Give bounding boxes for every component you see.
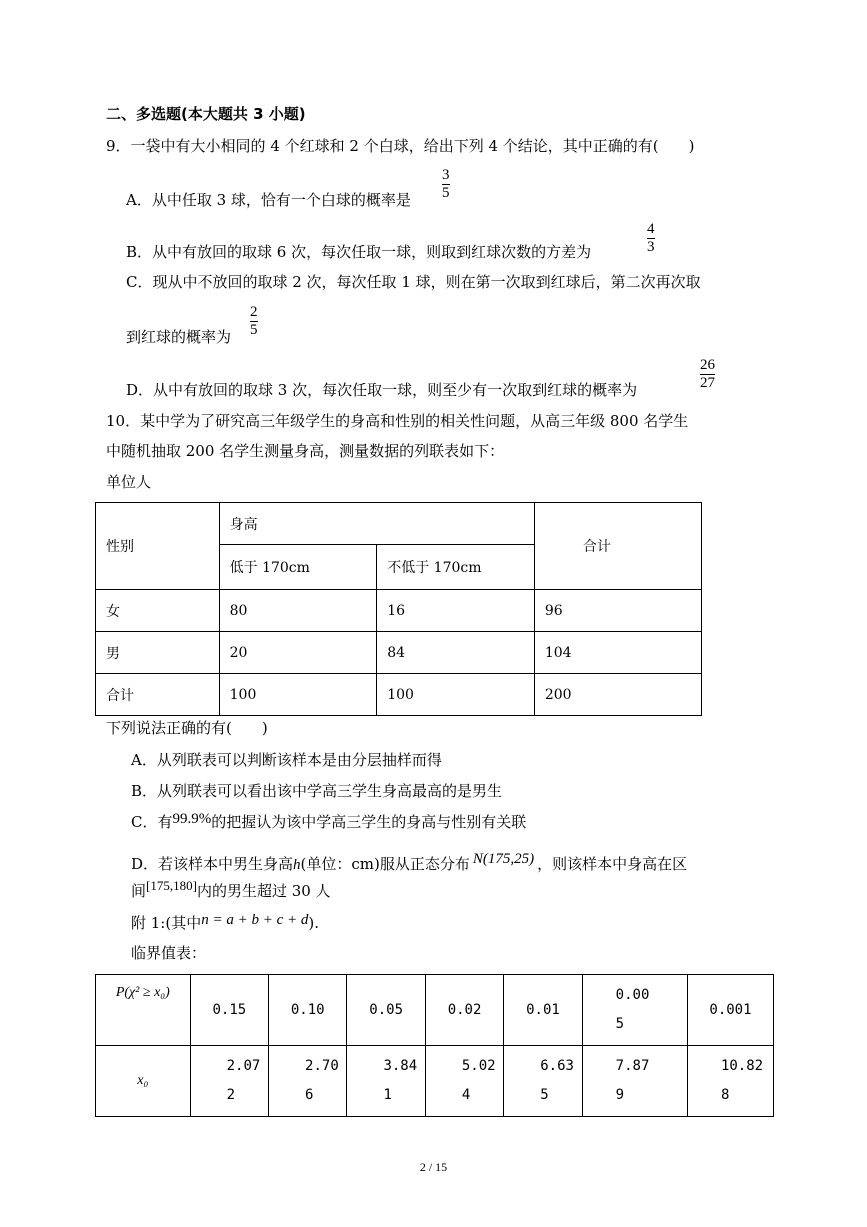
- q10-option-b: B．从列联表可以看出该中学高三学生身高最高的是男生: [131, 782, 503, 800]
- p-value: 0.10: [269, 975, 347, 1046]
- x-label: x₀: [96, 1046, 191, 1117]
- percentage-value: 99.9%: [172, 811, 212, 827]
- fraction-numerator: 26: [700, 357, 715, 373]
- q10-stem-line2: 中随机抽取 200 名学生测量身高，测量数据的列联表如下：: [106, 442, 505, 460]
- x-value-part: 4: [461, 1087, 471, 1103]
- q9-option-d: D．从中有放回的取球 3 次，每次任取一球，则至少有一次取到红球的概率为: [126, 381, 638, 399]
- q9-option-c-line2: 到红球的概率为: [126, 328, 232, 346]
- cell-low: 80: [219, 590, 377, 632]
- q9-option-a-fraction: [442, 167, 450, 202]
- x-value-part: 2.70: [305, 1058, 339, 1074]
- note-prefix: 附 1:(其中: [131, 914, 202, 932]
- row-label: 女: [96, 590, 220, 632]
- fraction-denominator: 5: [442, 185, 450, 201]
- cell-high: 84: [377, 632, 535, 674]
- p-label: P(χ² ≥ x₀): [96, 975, 191, 1046]
- section-title: 二、多选题(本大题共 3 小题): [106, 105, 306, 123]
- header-not-below-170: 不低于 170cm: [377, 545, 535, 590]
- x-value: [582, 1046, 687, 1117]
- x-value: [190, 1046, 268, 1117]
- header-total: 合计: [534, 503, 701, 590]
- q9-option-d-fraction: [700, 357, 715, 392]
- cell-high: 16: [377, 590, 535, 632]
- x-value-part: 9: [615, 1087, 625, 1103]
- header-below-170: 低于 170cm: [219, 545, 377, 590]
- x-value-part: 10.82: [720, 1058, 764, 1074]
- p-value-part: 5: [615, 1016, 625, 1032]
- x-value-part: 3.84: [383, 1058, 418, 1074]
- header-height: 身高: [219, 503, 534, 545]
- q10-stem-line1: 10．某中学为了研究高三年级学生的身高和性别的相关性问题，从高三年级 800 名学生: [106, 412, 689, 430]
- note-formula: n = a + b + c + d: [201, 912, 309, 928]
- q9-option-b: B．从中有放回的取球 6 次，每次任取一球，则取到红球次数的方差为: [126, 243, 592, 261]
- interval: [175,180]: [146, 878, 197, 893]
- q10-prompt: 下列说法正确的有( ): [106, 719, 268, 737]
- fraction-numerator: 4: [647, 221, 655, 237]
- option-d-prefix: D．若该样本中男生身高: [131, 855, 294, 873]
- x-value: [269, 1046, 347, 1117]
- table-row: [96, 590, 702, 632]
- q10-option-c: [131, 812, 526, 833]
- option-d-unit: (单位：cm)服从正态分布: [300, 855, 470, 873]
- table-row: [96, 975, 774, 1046]
- option-c-suffix: 的把握认为该中学高三学生的身高与性别有关联: [211, 813, 527, 831]
- option-d-suffix: ，则该样本中身高在区: [537, 855, 688, 873]
- q9-option-c-fraction: [250, 304, 258, 339]
- fraction-denominator: 5: [250, 322, 258, 338]
- q9-option-a: A．从中任取 3 球，恰有一个白球的概率是: [126, 191, 411, 209]
- x-value: [687, 1046, 773, 1117]
- q9-option-c-line1: C．现从中不放回的取球 2 次，每次任取 1 球，则在第一次取到红球后，第二次再次取: [126, 273, 701, 291]
- q10-unit: 单位人: [106, 473, 152, 491]
- x-value-part: 6: [305, 1087, 314, 1103]
- option-c-prefix: C．有: [131, 813, 173, 831]
- cell-total: 96: [534, 590, 701, 632]
- x-value-part: 5: [540, 1087, 549, 1103]
- q10-note: [131, 913, 319, 934]
- cell-low: 100: [219, 674, 377, 716]
- q9-option-b-fraction: [647, 221, 655, 256]
- cell-high: 100: [377, 674, 535, 716]
- p-value-part: 0.00: [615, 987, 650, 1003]
- q10-option-d-line1: [131, 851, 688, 875]
- p-value: 0.001: [687, 975, 773, 1046]
- table-row: [96, 632, 702, 674]
- q10-option-a: A．从列联表可以判断该样本是由分层抽样而得: [131, 751, 442, 769]
- x-value-part: 7.87: [615, 1058, 650, 1074]
- x-value-part: 6.63: [540, 1058, 574, 1074]
- x-value-part: 8: [720, 1087, 730, 1103]
- option-d2-suffix: 内的男生超过 30 人: [196, 882, 331, 900]
- p-value: 0.05: [347, 975, 425, 1046]
- fraction-numerator: 2: [250, 304, 258, 320]
- height-variable: h: [293, 857, 301, 873]
- x-value-part: 2.07: [226, 1058, 261, 1074]
- x-value-part: 2: [226, 1087, 236, 1103]
- note-suffix: ).: [308, 914, 319, 932]
- x-value: [425, 1046, 503, 1117]
- x-value-part: 5.02: [461, 1058, 496, 1074]
- p-value: 0.15: [190, 975, 268, 1046]
- cell-total: 104: [534, 632, 701, 674]
- page-number: 2 / 15: [419, 1160, 448, 1174]
- row-label: 合计: [96, 674, 220, 716]
- p-value: 0.02: [425, 975, 503, 1046]
- x-value-part: 1: [383, 1087, 392, 1103]
- row-label: 男: [96, 632, 220, 674]
- fraction-denominator: 3: [647, 239, 655, 255]
- normal-distribution: N(175,25): [472, 851, 535, 867]
- p-value: 0.01: [504, 975, 582, 1046]
- contingency-table: [95, 502, 702, 716]
- x-value: [347, 1046, 425, 1117]
- header-gender: 性别: [96, 503, 220, 590]
- fraction-numerator: 3: [442, 167, 450, 183]
- option-d2-prefix: 间: [131, 882, 147, 900]
- x-value: [504, 1046, 582, 1117]
- critical-table-title: 临界值表：: [131, 944, 207, 962]
- table-row: [96, 1046, 774, 1117]
- cell-total: 200: [534, 674, 701, 716]
- table-row: [96, 674, 702, 716]
- p-value: [582, 975, 687, 1046]
- critical-value-table: [95, 974, 774, 1117]
- fraction-denominator: 27: [700, 375, 715, 391]
- q9-stem: 9．一袋中有大小相同的 4 个红球和 2 个白球，给出下列 4 个结论，其中正确的有( ): [106, 137, 695, 155]
- q10-option-d-line2: [131, 878, 331, 902]
- cell-low: 20: [219, 632, 377, 674]
